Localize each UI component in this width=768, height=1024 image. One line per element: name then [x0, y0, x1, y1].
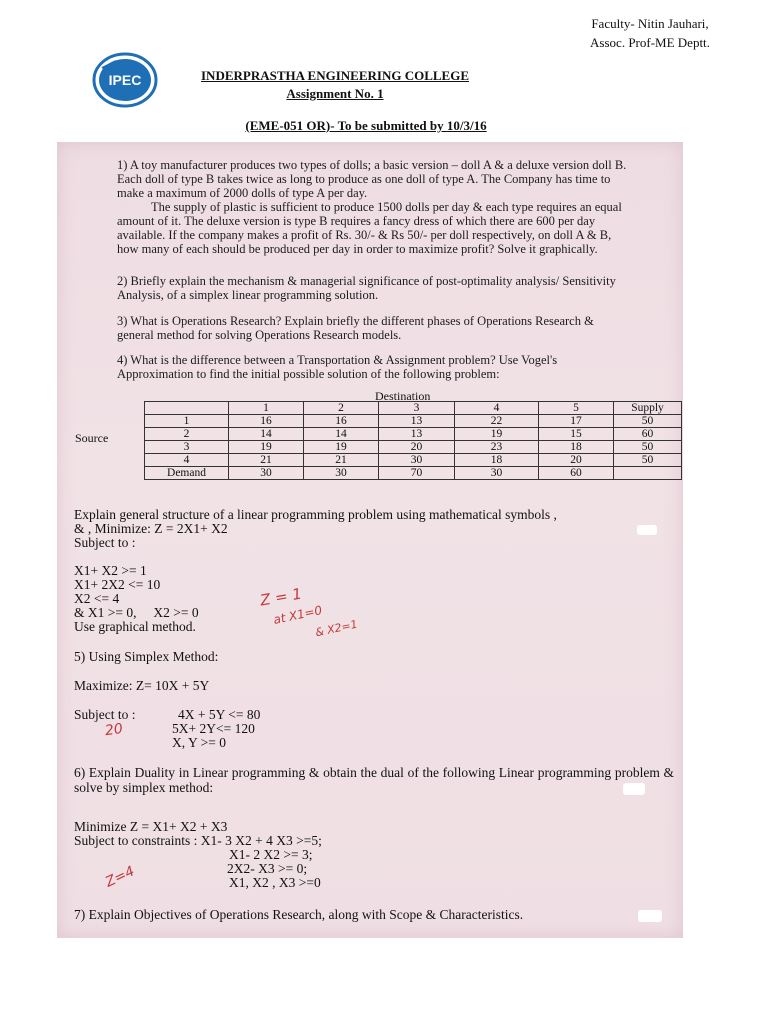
assignment-title: Assignment No. 1 — [286, 86, 384, 101]
svg-text:IPEC: IPEC — [108, 72, 142, 88]
table-cell: 20 — [379, 441, 455, 454]
q1-para1: 1) A toy manufacturer produces two types of dolls; a basic version – doll A & a deluxe version doll B. Each doll of type B takes twice as long to produce as one doll of type A. The Company has time to make a maximum of 2000 dolls of type A per day. — [117, 158, 627, 200]
handwritten-note-and: & X2=1 — [314, 617, 359, 640]
lp-method: Use graphical method. — [74, 619, 196, 634]
table-cell — [614, 467, 682, 480]
table-cell: 20 — [539, 454, 614, 467]
table-cell: 21 — [304, 454, 379, 467]
header-cell: 2 — [304, 402, 379, 415]
table-cell: 19 — [229, 441, 304, 454]
question-4: 4) What is the difference between a Transportation & Assignment problem? Use Vogel's Approximation to find the initial possible solution of the following problem: — [117, 353, 558, 381]
table-cell: 13 — [379, 415, 455, 428]
lp-constraint-2: X1+ 2X2 <= 10 — [74, 577, 161, 592]
table-cell: 13 — [379, 428, 455, 441]
handwritten-note-z4: Z=4 — [103, 863, 138, 891]
header-cell: 5 — [539, 402, 614, 415]
destination-label: Destination — [375, 389, 431, 403]
header-cell: 4 — [455, 402, 539, 415]
table-cell: 14 — [304, 428, 379, 441]
table-cell: 4 — [145, 454, 229, 467]
q5-constraint-3: X, Y >= 0 — [172, 735, 226, 750]
table-cell: 50 — [614, 454, 682, 467]
q5-constraint-2: 5X+ 2Y<= 120 — [172, 721, 255, 736]
correction-blot — [623, 783, 645, 795]
table-cell: 30 — [455, 467, 539, 480]
table-cell: 17 — [539, 415, 614, 428]
table-cell: 22 — [455, 415, 539, 428]
table-row — [145, 415, 682, 428]
table-cell: 30 — [379, 454, 455, 467]
faculty-designation: Assoc. Prof-ME Deptt. — [590, 35, 710, 50]
table-cell: 50 — [614, 441, 682, 454]
scanned-question-sheet — [57, 142, 683, 938]
q5-title: 5) Using Simplex Method: — [74, 649, 219, 664]
ipec-logo — [92, 52, 158, 108]
table-row — [145, 454, 682, 467]
table-cell: 21 — [229, 454, 304, 467]
table-cell: 70 — [379, 467, 455, 480]
q6-constraint-2: X1- 2 X2 >= 3; — [229, 847, 313, 862]
q5-objective: Maximize: Z= 10X + 5Y — [74, 678, 210, 693]
correction-blot — [637, 525, 657, 535]
lp-constraint-4: & X1 >= 0, X2 >= 0 — [74, 605, 199, 620]
table-cell: 18 — [455, 454, 539, 467]
q6-constraint-3: 2X2- X3 >= 0; — [227, 861, 308, 876]
correction-blot — [638, 910, 662, 922]
table-cell: 60 — [614, 428, 682, 441]
handwritten-note-z: Z = 1 — [258, 584, 304, 610]
table-row — [145, 441, 682, 454]
transportation-table — [144, 401, 682, 480]
college-name: INDERPRASTHA ENGINEERING COLLEGE — [201, 68, 469, 83]
table-cell: 14 — [229, 428, 304, 441]
table-row-demand — [145, 467, 682, 480]
handwritten-note-at: at X1=0 — [272, 603, 324, 627]
table-cell: 15 — [539, 428, 614, 441]
q6-constraint-4: X1, X2 , X3 >=0 — [229, 875, 321, 890]
table-cell: 1 — [145, 415, 229, 428]
table-cell: 19 — [455, 428, 539, 441]
q6-subject: Subject to constraints : X1- 3 X2 + 4 X3 >=5; — [74, 833, 322, 848]
table-row — [145, 428, 682, 441]
header-cell — [145, 402, 229, 415]
q5-constraint-1: 4X + 5Y <= 80 — [178, 707, 261, 722]
subject-code: (EME-051 OR)- To be submitted by 10/3/16 — [245, 118, 487, 133]
table-cell: 3 — [145, 441, 229, 454]
table-cell: 18 — [539, 441, 614, 454]
question-6: 6) Explain Duality in Linear programming & obtain the dual of the following Linear programming problem & solve by simplex method: — [74, 765, 674, 795]
header-cell: 3 — [379, 402, 455, 415]
table-cell: 30 — [229, 467, 304, 480]
lp-subject: Subject to : — [74, 535, 136, 550]
lp-minimize: & , Minimize: Z = 2X1+ X2 — [74, 521, 228, 536]
handwritten-note-20: 20 — [103, 720, 124, 740]
faculty-name: Faculty- Nitin Jauhari, — [591, 16, 709, 31]
question-2: 2) Briefly explain the mechanism & managerial significance of post-optimality analysis/ Sensitivity Analysis, of a simplex linear programming solution. — [117, 274, 616, 302]
q5-subject: Subject to : — [74, 707, 136, 722]
table-header-row — [145, 402, 682, 415]
question-1 — [117, 158, 633, 256]
lp-constraint-3: X2 <= 4 — [74, 591, 120, 606]
table-cell: 19 — [304, 441, 379, 454]
q1-para2: The supply of plastic is sufficient to produce 1500 dolls per day & each type requires an equal amount of it. The deluxe version is type B requires a fancy dress of which there are 600 per day available. If the company makes a profit of Rs. 30/- & Rs 50/- per doll respectively, on doll A & B, how many of each should be produced per day in order to maximize profit? Solve it graphically. — [117, 200, 622, 256]
question-7: 7) Explain Objectives of Operations Research, along with Scope & Characteristics. — [74, 907, 524, 922]
lp-intro: Explain general structure of a linear programming problem using mathematical symbols , — [74, 507, 557, 522]
table-cell: 60 — [539, 467, 614, 480]
table-cell: Demand — [145, 467, 229, 480]
lp-constraint-1: X1+ X2 >= 1 — [74, 563, 147, 578]
header-cell: Supply — [614, 402, 682, 415]
table-cell: 30 — [304, 467, 379, 480]
table-cell: 2 — [145, 428, 229, 441]
table-cell: 16 — [229, 415, 304, 428]
table-cell: 50 — [614, 415, 682, 428]
q6-objective: Minimize Z = X1+ X2 + X3 — [74, 819, 228, 834]
question-3: 3) What is Operations Research? Explain briefly the different phases of Operations Research & general method for solving Operations Research models. — [117, 314, 594, 342]
table-cell: 23 — [455, 441, 539, 454]
header-cell: 1 — [229, 402, 304, 415]
table-cell: 16 — [304, 415, 379, 428]
source-label: Source — [75, 431, 109, 445]
faculty-block — [540, 14, 760, 52]
